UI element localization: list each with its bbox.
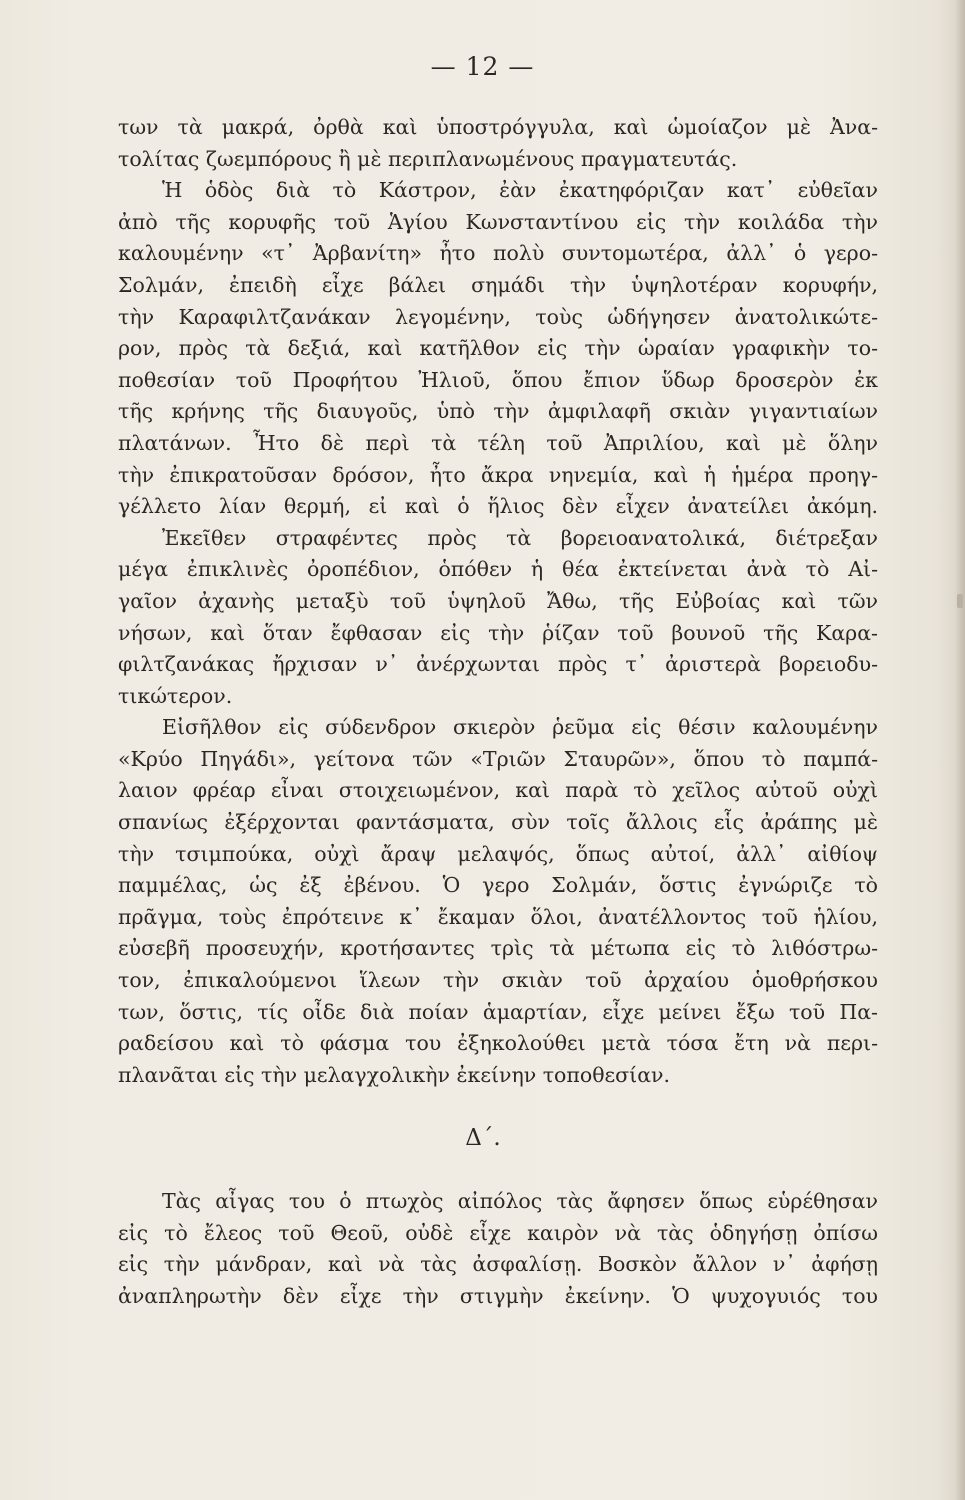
- text-line: τὴν ἐπικρατοῦσαν δρόσον, ἦτο ἄκρα νηνεμία, καὶ ἡ ἡμέρα προηγ-: [118, 462, 878, 487]
- text-line: τὴν τσιμπούκα, οὐχὶ ἄραψ μελαψός, ὅπως αὐτοί, ἀλλ᾽ αἰθίοψ: [118, 841, 878, 866]
- section-gap: [118, 1091, 878, 1123]
- section-gap: [118, 1155, 878, 1187]
- text-line: πλατάνων. Ἦτο δὲ περὶ τὰ τέλη τοῦ Ἀπριλίου, καὶ μὲ ὅλην: [118, 430, 878, 455]
- text-line: ραδείσου καὶ τὸ φάσμα του ἐξηκολούθει μετὰ τόσα ἔτη νὰ περι-: [118, 1031, 878, 1056]
- page-number: — 12 —: [430, 52, 535, 81]
- text-line: τὴν Καραφιλτζανάκαν λεγομένην, τοὺς ὡδήγησεν ἀνατολικώτε-: [118, 304, 878, 329]
- text-line: Εἰσῆλθον εἰς σύδενδρον σκιερὸν ῥεῦμα εἰς θέσιν καλουμένην: [162, 715, 878, 740]
- text-line: φιλτζανάκας ἤρχισαν ν᾽ ἀνέρχωνται πρὸς τ᾽ ἀριστερὰ βορειοδυ-: [118, 652, 878, 677]
- text-line: τον, ἐπικαλούμενοι ἵλεων τὴν σκιὰν τοῦ ἀρχαίου ὁμοθρήσκου: [118, 968, 878, 993]
- text-line: των, ὅστις, τίς οἶδε διὰ ποίαν ἁμαρτίαν, εἶχε μείνει ἔξω τοῦ Πα-: [118, 999, 878, 1024]
- text-line: Ἐκεῖθεν στραφέντες πρὸς τὰ βορειοανατολικά, διέτρεξαν: [162, 525, 878, 550]
- text-line: «Κρύο Πηγάδι», γείτονα τῶν «Τριῶν Σταυρῶν», ὅπου τὸ παμπά-: [118, 746, 878, 771]
- text-line: σπανίως ἐξέρχονται φαντάσματα, σὺν τοῖς ἄλλοις εἷς ἀράπης μὲ: [118, 810, 878, 835]
- body-text: [118, 112, 878, 1313]
- page-edge-mark: [957, 594, 963, 608]
- text-line: γαῖον ἀχανὴς μεταξὺ τοῦ ὑψηλοῦ Ἄθω, τῆς Εὐβοίας καὶ τῶν: [118, 588, 878, 613]
- text-line: παμμέλας, ὡς ἐξ ἐβένου. Ὁ γερο Σολμάν, ὅστις ἐγνώριζε τὸ: [118, 873, 878, 898]
- text-line: εἰς τὴν μάνδραν, καὶ νὰ τὰς ἀσφαλίσῃ. Βοσκὸν ἄλλον ν᾽ ἀφήσῃ: [118, 1252, 878, 1277]
- text-line: τολίτας ζωεμπόρους ἢ μὲ περιπλανωμένους πραγματευτάς.: [118, 146, 738, 171]
- text-line: τῆς κρήνης τῆς διαυγοῦς, ὑπὸ τὴν ἀμφιλαφῆ σκιὰν γιγαντιαίων: [118, 399, 878, 424]
- text-line: πλανᾶται εἰς τὴν μελαγχολικὴν ἐκείνην τοποθεσίαν.: [118, 1062, 671, 1087]
- text-line: των τὰ μακρά, ὀρθὰ καὶ ὑποστρόγγυλα, καὶ ὡμοίαζον μὲ Ἀνα-: [118, 115, 878, 139]
- text-line: μέγα ἐπικλινὲς ὀροπέδιον, ὁπόθεν ἡ θέα ἐκτείνεται ἀνὰ τὸ Αἰ-: [118, 557, 878, 582]
- text-line: Τὰς αἶγας του ὁ πτωχὸς αἰπόλος τὰς ἄφησεν ὅπως εὑρέθησαν: [162, 1189, 878, 1214]
- text-line: καλουμένην «τ᾽ Ἀρβανίτη» ἦτο πολὺ συντομωτέρα, ἀλλ᾽ ὁ γερο-: [118, 241, 878, 266]
- text-line: ρον, πρὸς τὰ δεξιά, καὶ κατῆλθον εἰς τὴν ὡραίαν γραφικὴν το-: [118, 336, 878, 361]
- text-line: ποθεσίαν τοῦ Προφήτου Ἠλιοῦ, ὅπου ἔπιον ὕδωρ δροσερὸν ἐκ: [118, 367, 878, 392]
- text-line: πρᾶγμα, τοὺς ἐπρότεινε κ᾽ ἔκαμαν ὅλοι, ἀνατέλλοντος τοῦ ἡλίου,: [118, 904, 878, 929]
- text-line: λαιον φρέαρ εἶναι στοιχειωμένον, καὶ παρὰ τὸ χεῖλος αὐτοῦ οὐχὶ: [118, 778, 878, 803]
- text-line: Σολμάν, ἐπειδὴ εἶχε βάλει σημάδι τὴν ὑψηλοτέραν κορυφήν,: [118, 272, 878, 297]
- text-line: Ἡ ὁδὸς διὰ τὸ Κάστρον, ἐὰν ἐκατηφόριζαν κατ᾽ εὐθεῖαν: [162, 178, 878, 203]
- section-heading: Δ΄.: [465, 1125, 501, 1151]
- text-line: εἰς τὸ ἔλεος τοῦ Θεοῦ, οὐδὲ εἶχε καιρὸν νὰ τὰς ὁδηγήσῃ ὀπίσω: [118, 1220, 878, 1245]
- page-edge-shadow: [955, 0, 965, 1500]
- text-line: νήσων, καὶ ὅταν ἔφθασαν εἰς τὴν ῥίζαν τοῦ βουνοῦ τῆς Καρα-: [118, 620, 878, 645]
- text-line: τικώτερον.: [118, 683, 233, 708]
- text-line: ἀναπληρωτὴν δὲν εἶχε τὴν στιγμὴν ἐκείνην. Ὁ ψυχογυιός του: [118, 1283, 878, 1308]
- text-line: γέλλετο λίαν θερμή, εἰ καὶ ὁ ἥλιος δὲν εἶχεν ἀνατείλει ἀκόμη.: [118, 494, 878, 519]
- text-line: εὐσεβῆ προσευχήν, κροτήσαντες τρὶς τὰ μέτωπα εἰς τὸ λιθόστρω-: [118, 936, 878, 961]
- text-line: ἀπὸ τῆς κορυφῆς τοῦ Ἁγίου Κωνσταντίνου εἰς τὴν κοιλάδα τὴν: [118, 209, 878, 234]
